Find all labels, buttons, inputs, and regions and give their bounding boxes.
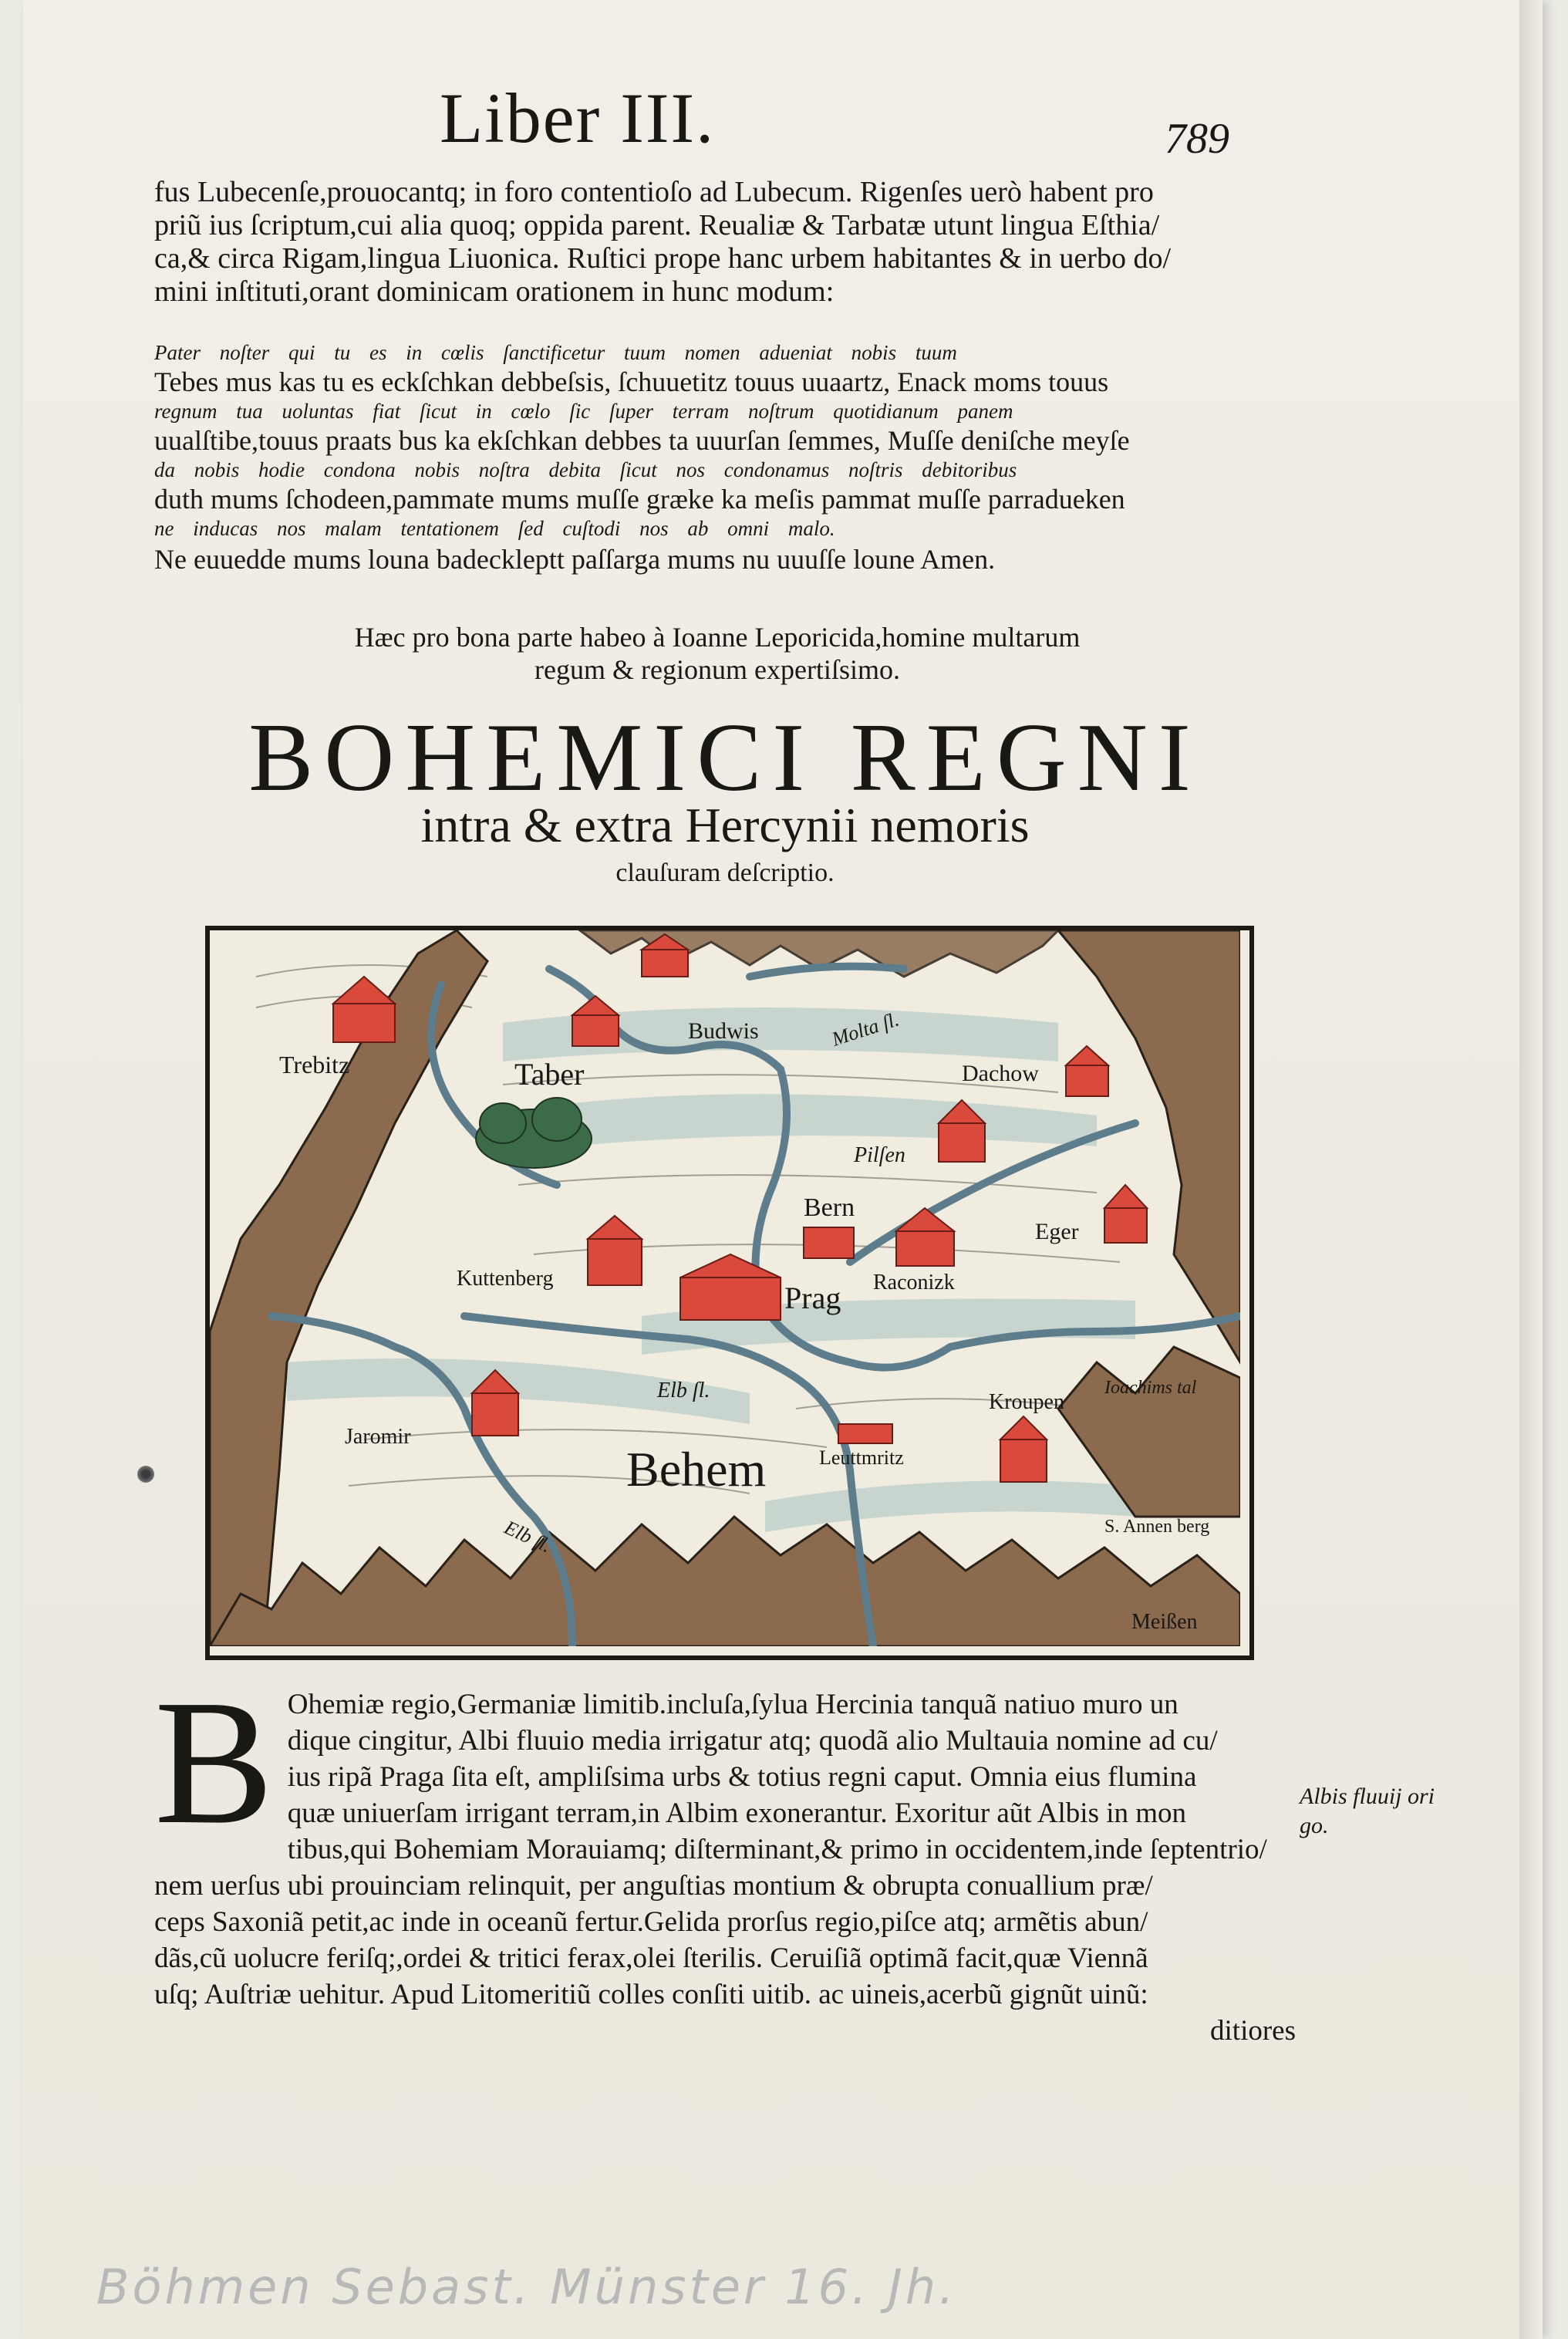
map-title: BOHEMICI REGNI xyxy=(248,704,1202,812)
latin-line: regnum tua uoluntas fiat ſicut in cœlo ſic ſuper terram noſtrum quotidianum panem xyxy=(154,400,1013,423)
map-label-annenberg: S. Annen berg xyxy=(1104,1517,1210,1537)
town-icon-kuttenberg xyxy=(588,1216,642,1285)
map-label-pilsen: Pilſen xyxy=(854,1143,905,1167)
map-label-eger: Eger xyxy=(1035,1219,1079,1244)
latin-line: Pater noſter qui tu es in cœlis ſanctificetur tuum nomen adueniat nobis tuum xyxy=(154,341,957,364)
credit-line: Hæc pro bona parte habeo à Ioanne Leporicida,homine multarum xyxy=(354,622,1081,653)
map-label-dachow: Dachow xyxy=(962,1061,1039,1086)
town-icon-eger xyxy=(1104,1185,1147,1243)
map-subtitle-small: clauſuram deſcriptio. xyxy=(615,859,835,887)
intro-paragraph xyxy=(154,176,1273,309)
town-icon-trebitz xyxy=(333,977,395,1042)
town-icon-raconizk xyxy=(896,1208,954,1266)
map-label-budwis: Budwis xyxy=(688,1018,759,1044)
town-icon-leuttmritz xyxy=(838,1424,892,1443)
map-label-leuttmritz: Leuttmritz xyxy=(819,1446,904,1469)
mountain-range-east xyxy=(1058,930,1240,1517)
binding-hole xyxy=(137,1466,154,1483)
livonian-line: Tebes mus kas tu es eckſchkan debbeſsis, ſchuuetitz touus uuaartz, Enack moms touus xyxy=(154,366,1109,397)
map-label-elb-2: Elb ſl. xyxy=(501,1516,555,1558)
catchword: ditiores xyxy=(1210,2015,1296,2047)
marginal-note: Albis fluuij ori go. xyxy=(1300,1784,1435,1838)
town-icon-kroupen xyxy=(1000,1416,1047,1482)
map-label-taber: Taber xyxy=(514,1057,585,1092)
map-label-raconizk: Raconizk xyxy=(873,1271,955,1294)
livonian-line: Ne euuedde mums louna badeckleptt paſſarga mums nu uuuſſe loune Amen. xyxy=(154,544,996,575)
map-label-bern: Bern xyxy=(804,1193,855,1222)
intro-line: ca,& circa Rigam,lingua Liuonica. Ruſtici prope hanc urbem habitantes & in uerbo do/ xyxy=(154,242,1171,275)
body-line: Ohemiæ regio,Germaniæ limitib.incluſa,ſylua Hercinia tanquã natiuo muro un xyxy=(287,1689,1179,1720)
body-line: ius ripã Praga ſita eſt, ampliſsima urbs & totius regni caput. Omnia eius flumina xyxy=(287,1761,1197,1793)
map-subtitle: intra & extra Hercynii nemoris xyxy=(420,798,1030,852)
body-line: ceps Saxoniã petit,ac inde in oceanũ fertur.Gelida prorſus regio,piſce atq; armẽtis abun/ xyxy=(154,1906,1148,1938)
map-label-kuttenberg: Kuttenberg xyxy=(457,1267,554,1291)
body-line: quæ uniuerſam irrigant terram,in Albim exonerantur. Exoritur aũt Albis in mon xyxy=(287,1797,1187,1829)
body-line: dique cingitur, Albi fluuio media irrigatur atq; quodã alio Multauia nomine ad cu/ xyxy=(287,1725,1218,1757)
map-label-prag: Prag xyxy=(784,1281,841,1315)
body-line: tibus,qui Bohemiam Morauiamq; diſterminant,& primo in occidentem,inde ſeptentrio/ xyxy=(287,1834,1267,1865)
lords-prayer-interlinear xyxy=(154,339,1273,575)
credit-line: regum & regionum expertiſsimo. xyxy=(534,654,900,685)
body-line: uſq; Auſtriæ uehitur. Apud Litomeritiũ colles conſiti uitib. ac uineis,acerbũ gignũt uinũ: xyxy=(154,1979,1148,2010)
map-illustration xyxy=(210,930,1240,1646)
drop-cap: B xyxy=(154,1663,274,1861)
town-icon-dachow xyxy=(1066,1046,1108,1096)
mountain-range-south xyxy=(210,1517,1240,1646)
source-credit xyxy=(255,621,1180,686)
map-label-meissen: Meißen xyxy=(1131,1610,1198,1634)
intro-line: mini inſtituti,orant dominicam orationem in hunc modum: xyxy=(154,275,835,308)
handwritten-pencil-note: Böhmen Sebast. Münster 16. Jh. xyxy=(96,2259,957,2315)
intro-line: fus Lubecenſe,prouocantq; in foro contentioſo ad Lubecum. Rigenſes uerò habent pro xyxy=(154,176,1154,208)
page-number: 789 xyxy=(1165,115,1229,163)
intro-line: priũ ius ſcriptum,cui alia quoq; oppida parent. Reualiæ & Tarbatæ utunt lingua Eſthia/ xyxy=(154,209,1160,241)
town-icon-bern xyxy=(804,1227,854,1258)
latin-line: ne inducas nos malam tentationem ſed cuſtodi nos ab omni malo. xyxy=(154,517,835,540)
map-label-jaromir: Jaromir xyxy=(345,1425,411,1449)
book-page xyxy=(23,0,1543,2339)
body-line: nem uerſus ubi prouinciam relinquit, per anguſtias montium & obrupta conuallium præ/ xyxy=(154,1870,1153,1902)
latin-line: da nobis hodie condona nobis noſtra debita ſicut nos condonamus noſtris debitoribus xyxy=(154,458,1017,481)
town-icon-prag xyxy=(680,1254,781,1320)
livonian-line: uualſtibe,touus praats bus ka ekſchkan debbes ta uuurſan ſemmes, Muſſe deniſche meyſe xyxy=(154,425,1130,456)
map-label-kroupen: Kroupen xyxy=(989,1390,1064,1414)
map-label-elb-1: Elb ſl. xyxy=(657,1379,710,1402)
page-edge xyxy=(1519,0,1543,2339)
town-icon-taber xyxy=(572,996,619,1046)
woodcut-map-bohemia xyxy=(205,926,1254,1660)
map-label-joachimstal: Ioachims tal xyxy=(1104,1378,1197,1398)
map-label-molta: Molta ſl. xyxy=(828,1007,902,1051)
running-head: Liber III. xyxy=(440,79,716,157)
livonian-line: duth mums ſchodeen,pammate mums muſſe græke ka meſis pammat muſſe parradueken xyxy=(154,484,1125,515)
body-line: dãs,cũ uolucre feriſq;,ordei & tritici ferax,olei ſterilis. Ceruiſiã optimã facit,quæ Viennã xyxy=(154,1942,1148,1974)
map-label-trebitz: Trebitz xyxy=(279,1051,350,1078)
map-label-behem: Behem xyxy=(626,1442,767,1497)
body-paragraph xyxy=(154,1663,1296,2049)
